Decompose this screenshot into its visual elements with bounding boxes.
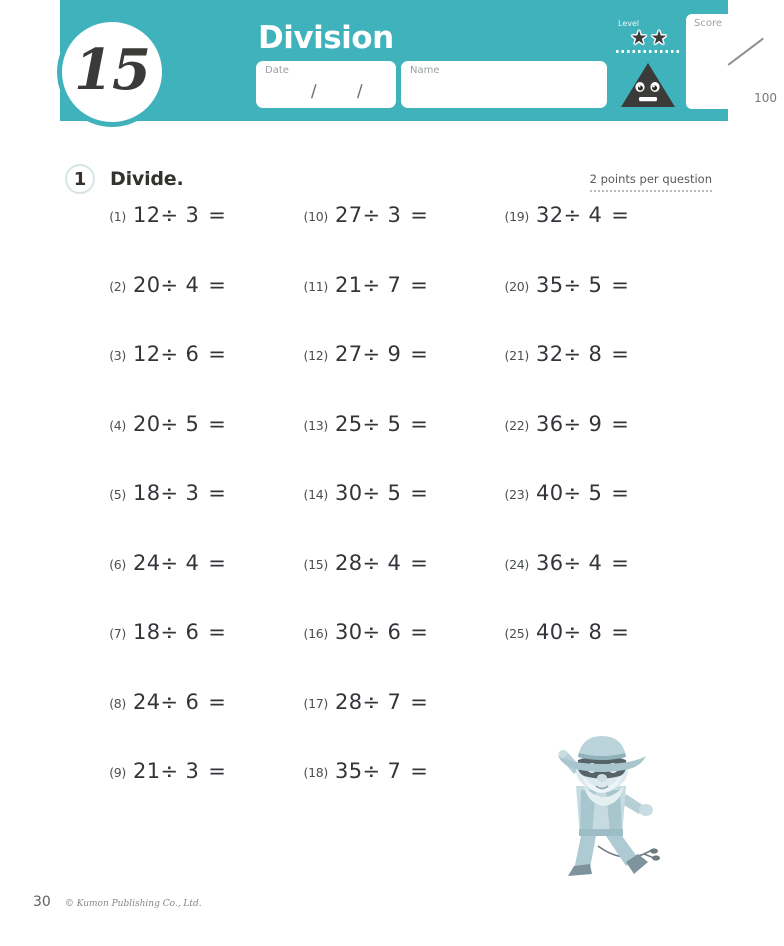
problem-number: (17) (303, 695, 328, 711)
star-icon: ★ (630, 28, 648, 49)
problem-number: (15) (303, 556, 328, 572)
problem-expression (133, 342, 226, 366)
problem-expression (536, 551, 629, 575)
section-number-badge: 1 (65, 164, 95, 194)
problem-item (86, 690, 226, 760)
problem-expression (536, 620, 629, 644)
problem-expression (133, 481, 226, 505)
problem-expression (536, 203, 629, 227)
problem-number: (24) (504, 556, 529, 572)
equals-sign: = (208, 689, 227, 714)
problem-expression (335, 759, 428, 783)
division-operator: ÷ (362, 411, 381, 436)
level-indicator (616, 19, 682, 53)
problem-number: (3) (109, 348, 126, 363)
problem-divisor: 4 (185, 550, 200, 575)
division-operator: ÷ (160, 550, 179, 575)
problem-dividend: 28 (335, 689, 363, 714)
level-label: Level (618, 19, 640, 28)
problem-item (288, 690, 428, 760)
problem-expression (133, 551, 226, 575)
problem-item (288, 412, 428, 482)
equals-sign: = (410, 203, 429, 227)
equals-sign: = (410, 689, 429, 714)
problem-dividend: 25 (335, 411, 363, 436)
star-icon: ★ (650, 28, 668, 49)
problem-item (288, 759, 428, 829)
equals-sign: = (410, 481, 429, 505)
division-operator: ÷ (160, 481, 179, 505)
problem-divisor: 4 (588, 550, 603, 575)
lesson-number: 15 (74, 37, 150, 103)
problem-number: (2) (109, 278, 126, 294)
equals-sign: = (410, 342, 429, 366)
division-operator: ÷ (563, 481, 582, 505)
problem-item (288, 620, 428, 690)
problem-number: (14) (303, 487, 328, 502)
division-operator: ÷ (563, 550, 582, 575)
problem-number: (19) (504, 209, 529, 224)
problem-item (288, 203, 428, 273)
worksheet-header (68, 0, 777, 121)
equals-sign: = (208, 759, 227, 783)
division-operator: ÷ (362, 203, 381, 227)
division-operator: ÷ (362, 759, 381, 783)
problem-divisor: 7 (387, 272, 402, 297)
problem-number: (9) (109, 765, 126, 780)
equals-sign: = (208, 481, 227, 505)
problem-number: (22) (504, 417, 529, 433)
problem-divisor: 5 (185, 411, 200, 436)
problem-dividend: 30 (335, 620, 363, 644)
problem-divisor: 5 (588, 272, 603, 297)
problem-item (288, 342, 428, 412)
problem-number: (21) (504, 348, 529, 363)
problem-dividend: 12 (133, 203, 161, 227)
division-operator: ÷ (563, 411, 582, 436)
equals-sign: = (208, 550, 227, 575)
problem-number: (16) (303, 626, 328, 641)
problem-item (288, 273, 428, 343)
problem-dividend: 28 (335, 550, 363, 575)
division-operator: ÷ (160, 759, 179, 783)
division-operator: ÷ (563, 272, 582, 297)
division-operator: ÷ (362, 689, 381, 714)
problem-divisor: 6 (185, 689, 200, 714)
problem-number: (25) (504, 626, 529, 641)
problem-divisor: 9 (588, 411, 603, 436)
equals-sign: = (208, 203, 227, 227)
problem-item (489, 481, 629, 551)
division-operator: ÷ (160, 411, 179, 436)
problem-divisor: 4 (185, 272, 200, 297)
page-title: Division (258, 20, 394, 56)
problem-dividend: 18 (133, 620, 161, 644)
problem-expression (133, 759, 226, 783)
equals-sign: = (611, 203, 630, 227)
problem-divisor: 9 (387, 342, 402, 366)
problem-item (86, 481, 226, 551)
date-slash-second: / (356, 82, 363, 103)
equals-sign: = (208, 411, 227, 436)
problem-item (489, 620, 629, 690)
problem-number: (4) (109, 417, 126, 433)
problem-dividend: 40 (536, 481, 564, 505)
problem-dividend: 24 (133, 689, 161, 714)
problem-expression (133, 203, 226, 227)
problem-expression (536, 342, 629, 366)
problem-dividend: 35 (536, 272, 564, 297)
level-stars (616, 29, 682, 48)
problem-item (489, 203, 629, 273)
problem-divisor: 3 (185, 481, 200, 505)
problem-column-3 (489, 203, 629, 690)
problem-expression (335, 342, 428, 366)
problem-dividend: 27 (335, 342, 363, 366)
equals-sign: = (611, 272, 630, 297)
problem-dividend: 36 (536, 411, 564, 436)
problem-number: (6) (109, 556, 126, 572)
problem-expression (536, 273, 629, 297)
problem-column-1 (86, 203, 226, 829)
problem-dividend: 12 (133, 342, 161, 366)
problem-number: (23) (504, 487, 529, 502)
equals-sign: = (410, 620, 429, 644)
problem-dividend: 18 (133, 481, 161, 505)
division-operator: ÷ (160, 620, 179, 644)
date-field[interactable] (256, 61, 396, 108)
name-label: Name (410, 65, 440, 76)
division-operator: ÷ (160, 203, 179, 227)
problem-expression (335, 273, 428, 297)
problem-item (86, 620, 226, 690)
problem-expression (536, 412, 629, 436)
problem-item (489, 412, 629, 482)
cowboy-mascot-illustration (534, 734, 674, 879)
section-title: Divide. (110, 168, 184, 190)
problem-expression (133, 690, 226, 714)
problem-divisor: 5 (588, 481, 603, 505)
problem-number: (10) (303, 209, 328, 224)
problem-expression (335, 412, 428, 436)
problem-number: (7) (109, 626, 126, 641)
problem-item (86, 342, 226, 412)
equals-sign: = (410, 550, 429, 575)
problem-divisor: 8 (588, 620, 603, 644)
problem-number: (8) (109, 695, 126, 711)
lesson-number-badge (57, 17, 167, 127)
points-per-question-note: 2 points per question (590, 172, 712, 192)
problem-number: (13) (303, 417, 328, 433)
problem-dividend: 21 (335, 272, 363, 297)
problem-divisor: 6 (387, 620, 402, 644)
equals-sign: = (208, 342, 227, 366)
equals-sign: = (410, 411, 429, 436)
problem-expression (133, 620, 226, 644)
division-operator: ÷ (362, 272, 381, 297)
score-label: Score (694, 18, 723, 29)
problem-item (489, 342, 629, 412)
division-operator: ÷ (362, 481, 381, 505)
equals-sign: = (410, 759, 429, 783)
problem-divisor: 3 (387, 203, 402, 227)
problem-divisor: 4 (588, 203, 603, 227)
problem-number: (20) (504, 278, 529, 294)
problem-item (489, 551, 629, 621)
problem-dividend: 35 (335, 759, 363, 783)
name-field[interactable] (401, 61, 607, 108)
equals-sign: = (410, 272, 429, 297)
problem-divisor: 8 (588, 342, 603, 366)
score-total: 100 (754, 91, 777, 105)
problem-divisor: 3 (185, 759, 200, 783)
score-field[interactable] (686, 14, 784, 109)
problem-divisor: 7 (387, 759, 402, 783)
problem-divisor: 6 (185, 620, 200, 644)
division-operator: ÷ (160, 342, 179, 366)
problem-expression (133, 273, 226, 297)
equals-sign: = (208, 272, 227, 297)
division-operator: ÷ (563, 342, 582, 366)
problem-number: (18) (303, 765, 328, 780)
problem-number: (1) (109, 209, 126, 224)
problem-expression (335, 481, 428, 505)
footer (33, 894, 202, 910)
division-operator: ÷ (362, 550, 381, 575)
problem-divisor: 3 (185, 203, 200, 227)
problem-item (489, 273, 629, 343)
problem-expression (133, 412, 226, 436)
problem-expression (536, 481, 629, 505)
section-heading (65, 164, 184, 194)
problem-item (86, 551, 226, 621)
problem-dividend: 20 (133, 411, 161, 436)
problem-expression (335, 620, 428, 644)
division-operator: ÷ (160, 689, 179, 714)
level-dotted-rule (616, 50, 682, 53)
page-number: 30 (33, 894, 51, 910)
problem-number: (5) (109, 487, 126, 502)
equals-sign: = (611, 481, 630, 505)
equals-sign: = (611, 342, 630, 366)
division-operator: ÷ (362, 620, 381, 644)
problem-item (86, 273, 226, 343)
problem-expression (335, 690, 428, 714)
problem-dividend: 36 (536, 550, 564, 575)
problem-divisor: 5 (387, 481, 402, 505)
problem-dividend: 20 (133, 272, 161, 297)
copyright-notice: © Kumon Publishing Co., Ltd. (64, 899, 202, 909)
problem-number: (11) (303, 278, 328, 294)
division-operator: ÷ (160, 272, 179, 297)
problem-divisor: 5 (387, 411, 402, 436)
problem-item (86, 412, 226, 482)
problem-dividend: 21 (133, 759, 161, 783)
problem-divisor: 7 (387, 689, 402, 714)
problem-dividend: 32 (536, 342, 564, 366)
score-divider-line (728, 38, 764, 66)
equals-sign: = (611, 550, 630, 575)
problem-divisor: 6 (185, 342, 200, 366)
problem-divisor: 4 (387, 550, 402, 575)
division-operator: ÷ (563, 203, 582, 227)
date-label: Date (265, 65, 289, 76)
equals-sign: = (208, 620, 227, 644)
triangle-mascot-icon (620, 62, 676, 108)
problem-dividend: 40 (536, 620, 564, 644)
problem-dividend: 30 (335, 481, 363, 505)
equals-sign: = (611, 620, 630, 644)
problem-number: (12) (303, 348, 328, 363)
division-operator: ÷ (563, 620, 582, 644)
problem-dividend: 32 (536, 203, 564, 227)
equals-sign: = (611, 411, 630, 436)
problem-expression (335, 551, 428, 575)
problem-item (288, 551, 428, 621)
problem-column-2 (288, 203, 428, 829)
division-operator: ÷ (362, 342, 381, 366)
problem-item (86, 203, 226, 273)
date-slash-first: / (310, 82, 317, 103)
problem-item (86, 759, 226, 829)
problem-dividend: 27 (335, 203, 363, 227)
problem-item (288, 481, 428, 551)
problem-dividend: 24 (133, 550, 161, 575)
problem-expression (335, 203, 428, 227)
